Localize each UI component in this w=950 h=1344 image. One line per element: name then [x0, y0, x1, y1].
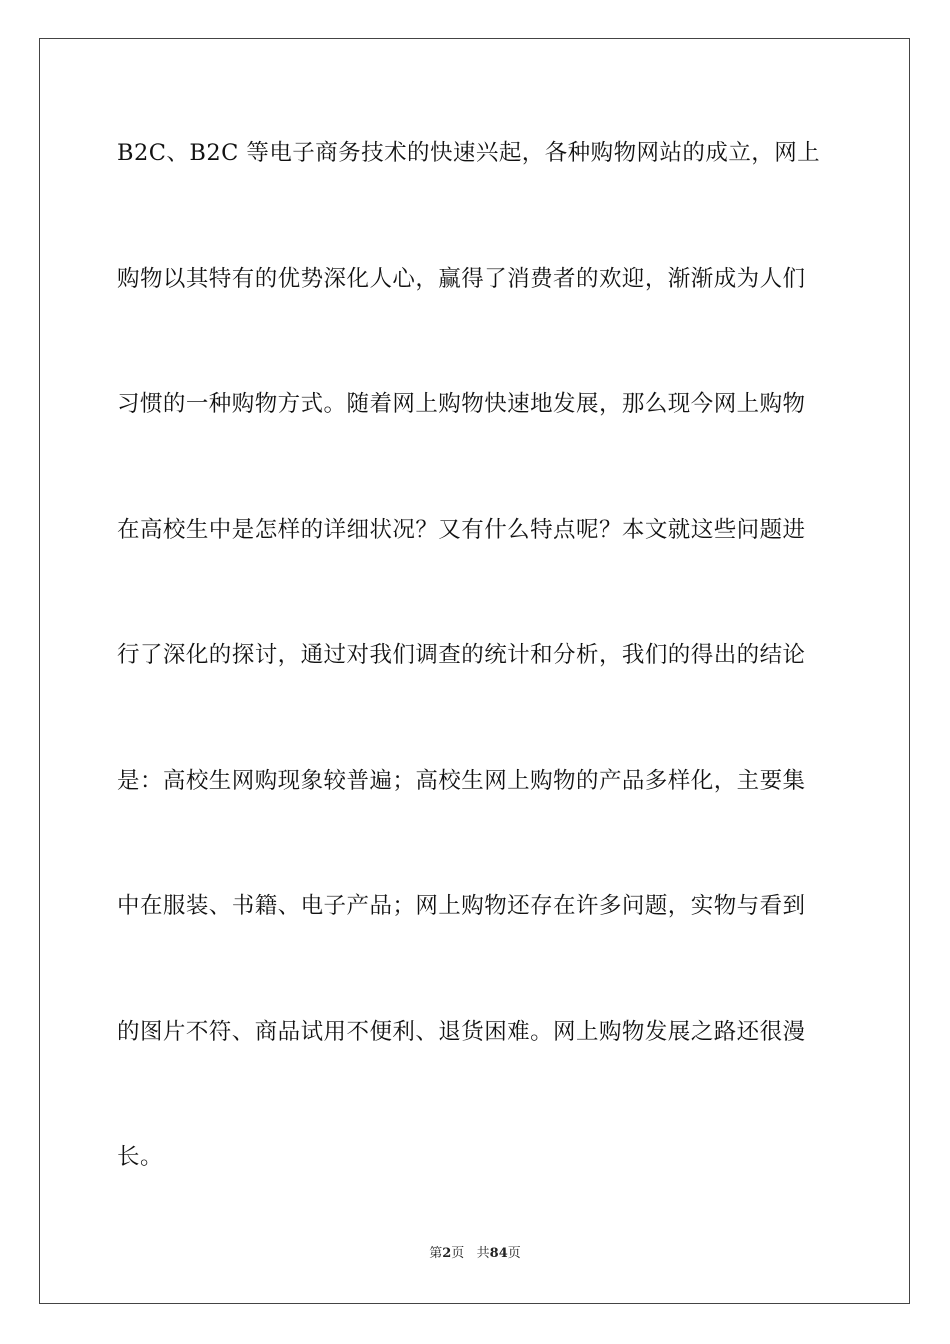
paragraph-line: B2C、B2C 等电子商务技术的快速兴起，各种购物网站的成立，网上: [117, 140, 821, 166]
footer-middle: 页 共: [451, 1246, 490, 1261]
current-page-number: 2: [442, 1246, 452, 1261]
footer-suffix: 页: [507, 1246, 521, 1261]
paragraph-line: 行了深化的探讨，通过对我们调查的统计和分析，我们的得出的结论: [117, 642, 806, 668]
footer-prefix: 第: [429, 1246, 443, 1261]
total-page-count: 84: [489, 1246, 508, 1261]
paragraph-line: 中在服装、书籍、电子产品；网上购物还存在许多问题，实物与看到: [117, 893, 806, 919]
paragraph-line: 习惯的一种购物方式。随着网上购物快速地发展，那么现今网上购物: [117, 391, 806, 417]
paragraph-line: 长。: [117, 1144, 163, 1170]
document-body: [117, 126, 833, 1256]
paragraph-line: 购物以其特有的优势深化人心，赢得了消费者的欢迎，渐渐成为人们: [117, 265, 806, 292]
paragraph-line: 的图片不符、商品试用不便利、退货困难。网上购物发展之路还很漫: [117, 1018, 806, 1045]
paragraph-line: 是：高校生网购现象较普遍；高校生网上购物的产品多样化，主要集: [117, 767, 806, 794]
page-footer: [0, 1245, 950, 1263]
paragraph-line: 在高校生中是怎样的详细状况？又有什么特点呢？本文就这些问题进: [117, 516, 806, 543]
